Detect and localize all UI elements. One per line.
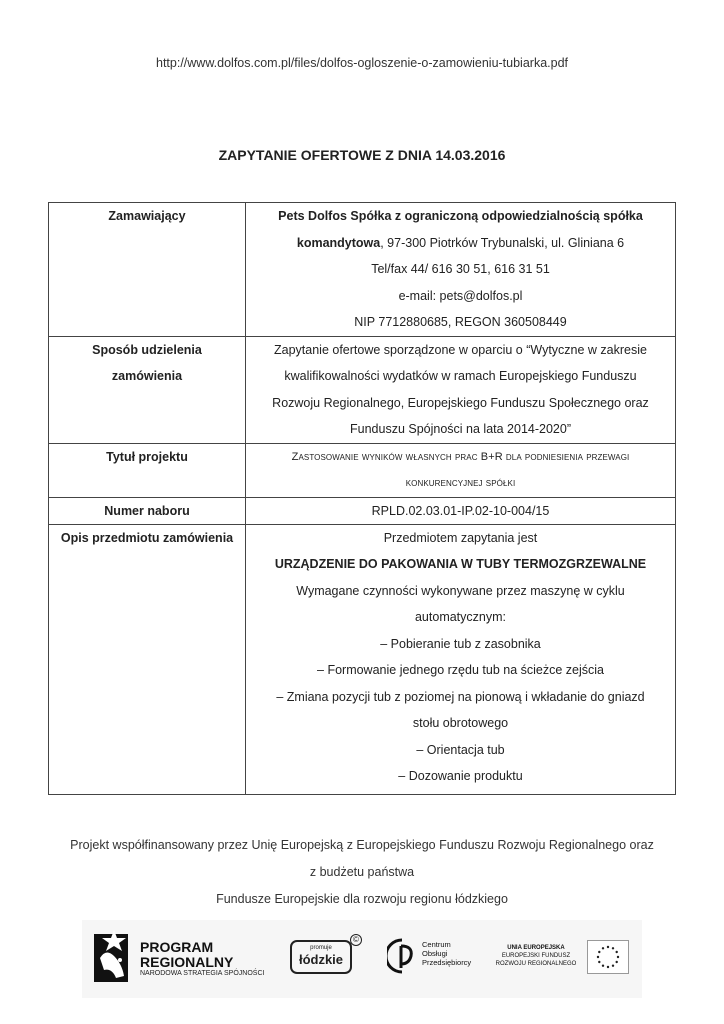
value-opis — [246, 524, 676, 794]
registered-mark-icon: © — [350, 934, 362, 946]
label-opis — [49, 524, 246, 794]
value-sposob — [246, 336, 676, 443]
label-zamawiajacy — [49, 203, 246, 337]
company-name: Pets Dolfos Spółka z ograniczoną odpowiedzialnością spółka — [278, 209, 643, 223]
source-url: http://www.dolfos.com.pl/files/dolfos-ogloszenie-o-zamowieniu-tubiarka.pdf — [156, 56, 568, 70]
footer-line-2: z budżetu państwa — [309, 865, 415, 879]
row-numer — [49, 497, 676, 524]
label-numer — [49, 497, 246, 524]
company-name-cont: komandytowa — [296, 235, 381, 250]
label-tytul — [49, 443, 246, 497]
label-text: Opis przedmiotu zamówienia — [60, 530, 234, 545]
label-text: Tytuł projektu — [106, 449, 188, 464]
company-nip-regon: NIP 7712880685, REGON 360508449 — [354, 315, 567, 329]
centrum-obslugi-text: Centrum Obsługi Przedsiębiorcy — [422, 940, 472, 967]
row-zamawiajacy — [49, 203, 676, 337]
logos-bar — [82, 920, 642, 998]
promuje-lodzkie-logo: promuje łódzkie — [290, 940, 352, 974]
list-item: stołu obrotowego — [412, 716, 509, 730]
eu-flag-icon — [587, 940, 629, 974]
text-line: kwalifikowalności wydatków w ramach Europejskiego Funduszu — [284, 369, 637, 383]
company-address: , 97-300 Piotrków Trybunalski, ul. Gliniana 6 — [380, 235, 625, 250]
footer-line-1: Projekt współfinansowany przez Unię Europejską z Europejskiego Funduszu Rozwoju Regionalnego oraz — [70, 838, 654, 852]
footer-line-3: Fundusze Europejskie dla rozwoju regionu łódzkiego — [216, 892, 508, 906]
program-regionalny-subtitle: NARODOWA STRATEGIA SPÓJNOŚCI — [140, 970, 265, 977]
label-sposob — [49, 336, 246, 443]
program-regionalny-text: PROGRAM REGIONALNY — [140, 939, 234, 970]
list-item: – Dozowanie produktu — [398, 769, 523, 783]
offer-table — [48, 202, 676, 795]
text-line: Funduszu Spójności na lata 2014-2020” — [350, 422, 571, 436]
label-text: Numer naboru — [104, 503, 190, 518]
device-name: URZĄDZENIE DO PAKOWANIA W TUBY TERMOZGRZEWALNE — [274, 557, 647, 571]
company-email: e-mail: pets@dolfos.pl — [398, 288, 523, 303]
value-zamawiajacy — [246, 203, 676, 337]
label-text: Sposób udzielenia — [92, 342, 202, 357]
eu-text: UNIA EUROPEJSKA EUROPEJSKI FUNDUSZ ROZWOJU REGIONALNEGO — [495, 945, 577, 967]
value-numer — [246, 497, 676, 524]
text-line: Rozwoju Regionalnego, Europejskiego Funduszu Społecznego oraz — [272, 395, 649, 410]
text-line: Zapytanie ofertowe sporządzone w oparciu o “Wytyczne w zakresie — [274, 342, 647, 357]
list-item: – Orientacja tub — [416, 742, 505, 757]
project-title-cont: konkurencyjnej spółki — [405, 477, 516, 489]
program-regionalny-logo-icon — [94, 928, 134, 984]
list-item: – Pobieranie tub z zasobnika — [380, 636, 541, 651]
list-item: – Formowanie jednego rzędu tub na ścieżce zejścia — [317, 663, 604, 677]
call-number: RPLD.02.03.01-IP.02-10-004/15 — [371, 503, 550, 518]
list-item: – Zmiana pozycji tub z poziomej na pionową i wkładanie do gniazd — [276, 689, 645, 704]
row-opis — [49, 524, 676, 794]
centrum-obslugi-logo-icon — [387, 938, 417, 974]
project-title: Zastosowanie wyników własnych prac B+R dla podniesienia przewagi — [291, 450, 630, 463]
row-sposob — [49, 336, 676, 443]
text-line: automatycznym: — [414, 610, 506, 624]
document-title: ZAPYTANIE OFERTOWE Z DNIA 14.03.2016 — [218, 147, 506, 163]
text-line: Przedmiotem zapytania jest — [383, 530, 538, 545]
text-line: Wymagane czynności wykonywane przez maszynę w cyklu — [296, 583, 625, 598]
row-tytul — [49, 443, 676, 497]
company-phone: Tel/fax 44/ 616 30 51, 616 31 51 — [371, 262, 550, 276]
value-tytul — [246, 443, 676, 497]
label-text: Zamawiający — [108, 209, 186, 223]
label-text: zamówienia — [111, 369, 183, 383]
